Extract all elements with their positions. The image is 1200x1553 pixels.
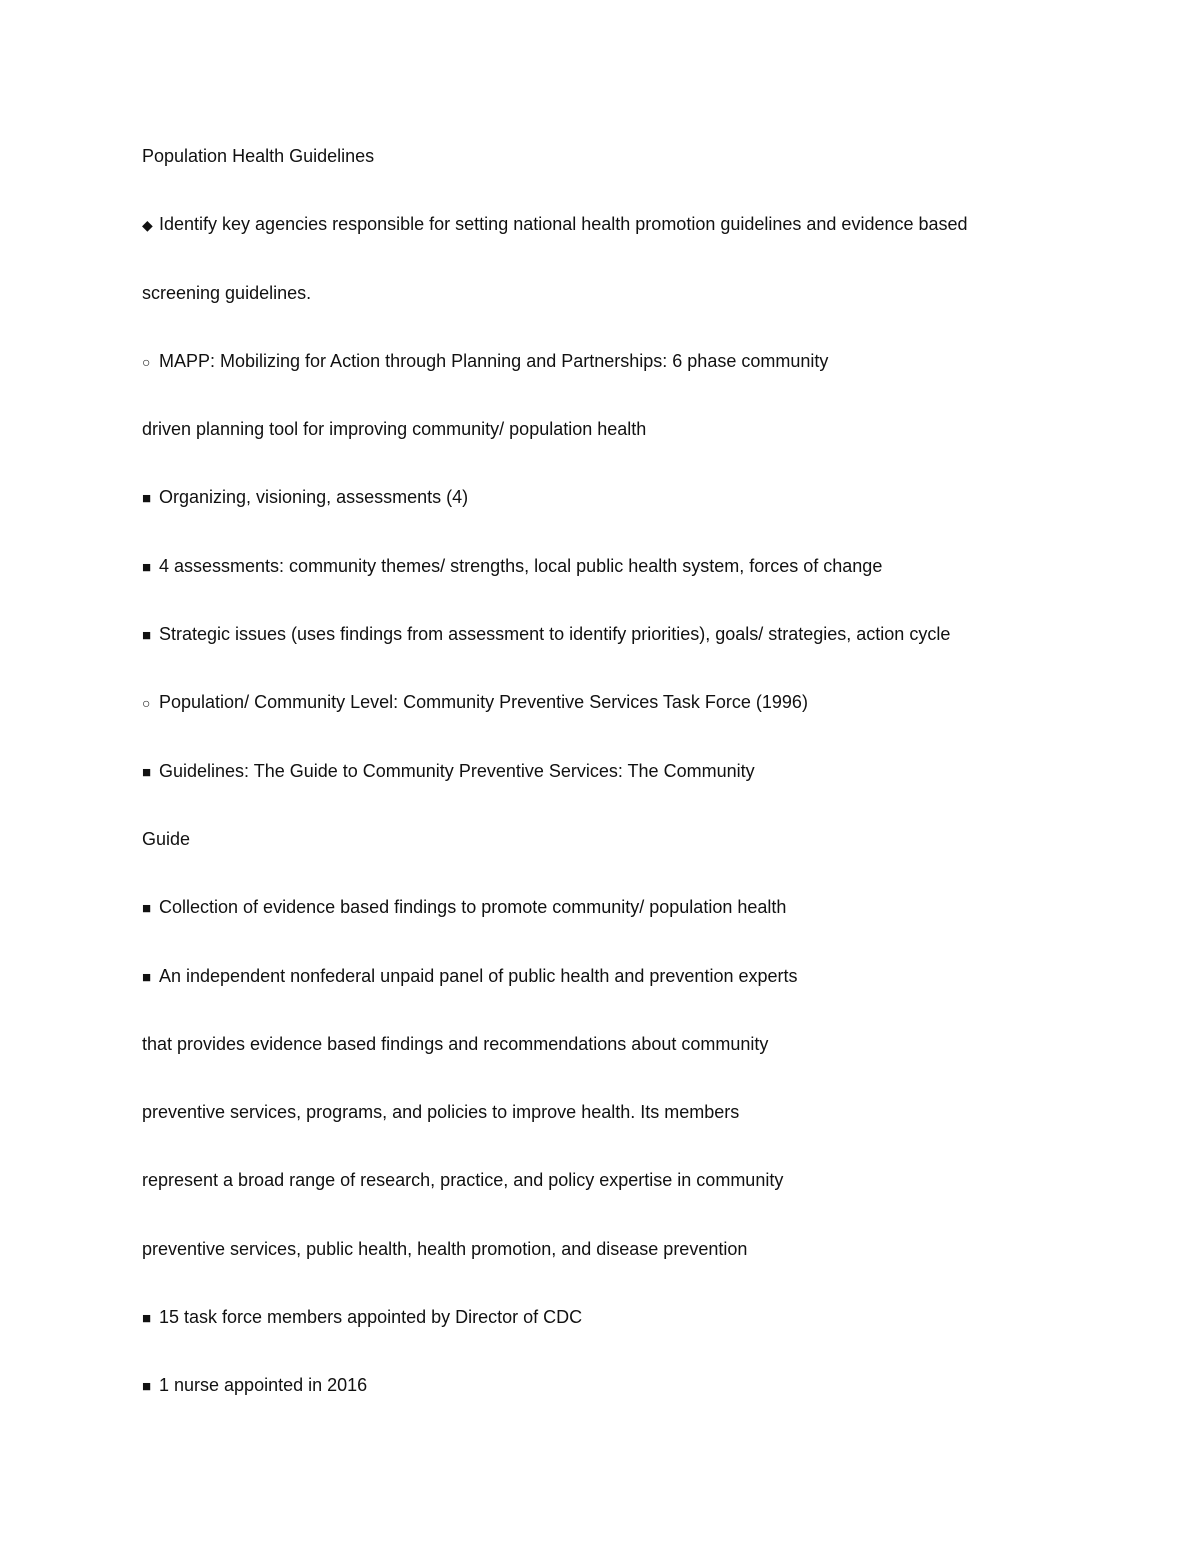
line-text: An independent nonfederal unpaid panel of public health and prevention experts <box>159 965 798 986</box>
line-text: 1 nurse appointed in 2016 <box>159 1375 368 1396</box>
page-title-text: Population Health Guidelines <box>142 146 375 166</box>
circle-bullet-icon: ○ <box>142 353 151 370</box>
square-bullet-icon: ■ <box>142 627 152 645</box>
line-10 <box>142 825 1102 893</box>
line-text: preventive services, public health, health promotion, and disease prevention <box>142 1238 748 1259</box>
line-3 <box>142 347 1102 415</box>
line-13 <box>142 1030 1102 1098</box>
line-text: Guide <box>142 828 191 849</box>
square-bullet-icon: ■ <box>142 968 152 986</box>
line-text: Identify key agencies responsible for setting national health promotion guidelines and evidence based <box>159 214 968 235</box>
document-body <box>142 142 1102 1440</box>
line-17 <box>142 1303 1102 1371</box>
line-text: Strategic issues (uses findings from assessment to identify priorities), goals/ strategies, action cycle <box>159 624 951 645</box>
line-16 <box>142 1235 1102 1303</box>
line-text: Population/ Community Level: Community Preventive Services Task Force (1996) <box>159 692 808 713</box>
line-1 <box>142 210 1102 278</box>
line-text: driven planning tool for improving community/ population health <box>142 419 647 440</box>
line-text: represent a broad range of research, practice, and policy expertise in community <box>142 1170 784 1191</box>
page-title <box>142 142 1102 210</box>
line-text: Organizing, visioning, assessments (4) <box>159 487 469 508</box>
line-text: Guidelines: The Guide to Community Preventive Services: The Community <box>159 760 755 781</box>
line-text: that provides evidence based findings and recommendations about community <box>142 1033 769 1054</box>
square-bullet-icon: ■ <box>142 1378 152 1396</box>
line-15 <box>142 1166 1102 1234</box>
square-bullet-icon: ■ <box>142 900 152 918</box>
line-8 <box>142 688 1102 756</box>
line-14 <box>142 1098 1102 1166</box>
line-12 <box>142 962 1102 1030</box>
line-text: preventive services, programs, and policies to improve health. Its members <box>142 1102 740 1123</box>
line-18 <box>142 1371 1102 1439</box>
line-text: 4 assessments: community themes/ strengths, local public health system, forces of change <box>159 555 883 576</box>
line-4 <box>142 415 1102 483</box>
square-bullet-icon: ■ <box>142 1310 152 1328</box>
line-text: MAPP: Mobilizing for Action through Planning and Partnerships: 6 phase community <box>159 350 829 371</box>
line-5 <box>142 483 1102 551</box>
square-bullet-icon: ■ <box>142 763 152 781</box>
line-2 <box>142 279 1102 347</box>
line-text: screening guidelines. <box>142 282 312 303</box>
line-11 <box>142 893 1102 961</box>
circle-bullet-icon: ○ <box>142 695 151 712</box>
line-9 <box>142 757 1102 825</box>
square-bullet-icon: ■ <box>142 558 152 576</box>
diamond-bullet-icon: ◆ <box>142 217 153 234</box>
line-7 <box>142 620 1102 688</box>
line-text: Collection of evidence based findings to promote community/ population health <box>159 897 787 918</box>
line-text: 15 task force members appointed by Director of CDC <box>159 1307 583 1328</box>
line-6 <box>142 552 1102 620</box>
square-bullet-icon: ■ <box>142 490 152 508</box>
